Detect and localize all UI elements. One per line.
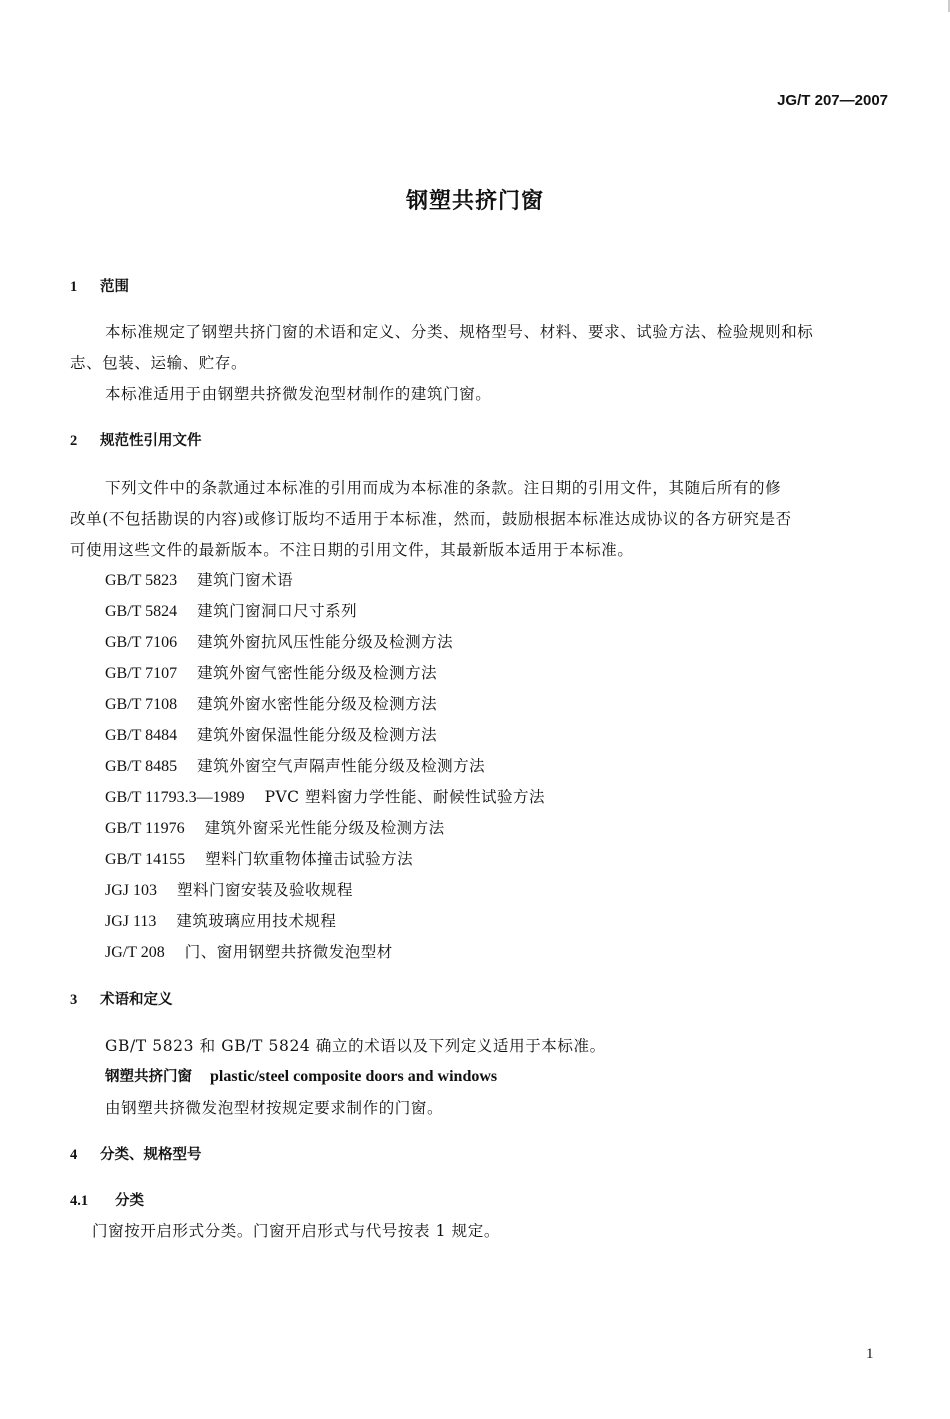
reference-title: 建筑外窗气密性能分级及检测方法 [197, 664, 438, 682]
reference-item [105, 940, 393, 962]
reference-title: 建筑外窗抗风压性能分级及检测方法 [197, 633, 454, 651]
reference-item [105, 909, 336, 931]
reference-title: PVC 塑料窗力学性能、耐候性试验方法 [264, 788, 545, 806]
subsection-number: 4.1 [70, 1193, 89, 1209]
reference-code: GB/T 5823 [105, 572, 178, 589]
reference-code: GB/T 14155 [105, 851, 186, 868]
reference-code: GB/T 7107 [105, 665, 178, 682]
section-number: 3 [70, 992, 78, 1008]
reference-item [105, 878, 353, 900]
reference-title: 塑料门软重物体撞击试验方法 [205, 850, 414, 868]
reference-code: JG/T 208 [105, 944, 165, 961]
s3-intro: GB/T 5823 和 GB/T 5824 确立的术语以及下列定义适用于本标准。 [105, 1037, 606, 1055]
term-definition: 由钢塑共挤微发泡型材按规定要求制作的门窗。 [105, 1099, 444, 1117]
reference-code: GB/T 7106 [105, 634, 178, 651]
reference-title: 塑料门窗安装及验收规程 [177, 881, 354, 899]
reference-item [105, 568, 293, 590]
reference-code: JGJ 113 [105, 913, 157, 930]
section-3-heading [70, 988, 173, 1009]
reference-title: 建筑外窗水密性能分级及检测方法 [197, 695, 438, 713]
term-chinese: 钢塑共挤门窗 [105, 1069, 192, 1085]
reference-item [105, 723, 437, 745]
reference-title: 建筑门窗洞口尺寸系列 [197, 602, 358, 620]
section-4-heading [70, 1143, 202, 1164]
s2-intro-line2: 改单(不包括勘误的内容)或修订版均不适用于本标准，然而，鼓励根据本标准达成协议的各方研究是否 [70, 510, 792, 528]
reference-code: GB/T 8485 [105, 758, 178, 775]
document-title: 钢塑共挤门窗 [405, 189, 544, 214]
standard-code: JG/T 207—2007 [777, 92, 888, 109]
reference-item [105, 847, 413, 869]
reference-title: 建筑玻璃应用技术规程 [176, 912, 337, 930]
section-4-1-heading [70, 1189, 144, 1210]
reference-code: GB/T 11976 [105, 820, 185, 837]
reference-item [105, 785, 545, 807]
reference-title: 建筑外窗空气声隔声性能分级及检测方法 [197, 757, 486, 775]
section-number: 1 [70, 279, 78, 295]
term-entry [105, 1065, 497, 1086]
section-1-heading [70, 275, 129, 296]
reference-code: GB/T 11793.3—1989 [105, 789, 245, 806]
reference-item [105, 599, 357, 621]
reference-code: JGJ 103 [105, 882, 158, 899]
reference-item [105, 661, 437, 683]
section-title: 术语和定义 [100, 992, 173, 1008]
reference-title: 建筑门窗术语 [197, 571, 294, 589]
reference-item [105, 816, 445, 838]
subsection-title: 分类 [115, 1193, 144, 1209]
reference-item [105, 630, 453, 652]
reference-title: 建筑外窗保温性能分级及检测方法 [197, 726, 438, 744]
section-title: 范围 [100, 279, 129, 295]
section-number: 2 [70, 433, 78, 449]
page-number: 1 [866, 1346, 874, 1362]
section-title: 规范性引用文件 [100, 433, 202, 449]
section-number: 4 [70, 1147, 78, 1163]
reference-title: 建筑外窗采光性能分级及检测方法 [204, 819, 445, 837]
s2-intro-line3: 可使用这些文件的最新版本。不注日期的引用文件，其最新版本适用于本标准。 [70, 541, 634, 559]
reference-item [105, 692, 437, 714]
s1-para2: 本标准适用于由钢塑共挤微发泡型材制作的建筑门窗。 [105, 385, 492, 403]
section-2-heading [70, 429, 202, 450]
reference-title: 门、窗用钢塑共挤微发泡型材 [184, 943, 393, 961]
reference-code: GB/T 7108 [105, 696, 178, 713]
reference-item [105, 754, 485, 776]
s4-1-para: 门窗按开启形式分类。门窗开启形式与代号按表 1 规定。 [92, 1222, 500, 1240]
s1-para1-line2: 志、包装、运输、贮存。 [70, 354, 248, 372]
section-title: 分类、规格型号 [100, 1147, 202, 1163]
s2-intro-line1: 下列文件中的条款通过本标准的引用而成为本标准的条款。注日期的引用文件，其随后所有的修 [105, 479, 782, 497]
term-english: plastic/steel composite doors and windows [210, 1068, 498, 1085]
s1-para1-line1: 本标准规定了钢塑共挤门窗的术语和定义、分类、规格型号、材料、要求、试验方法、检验规则和标 [105, 323, 814, 341]
reference-code: GB/T 8484 [105, 727, 178, 744]
reference-code: GB/T 5824 [105, 603, 178, 620]
